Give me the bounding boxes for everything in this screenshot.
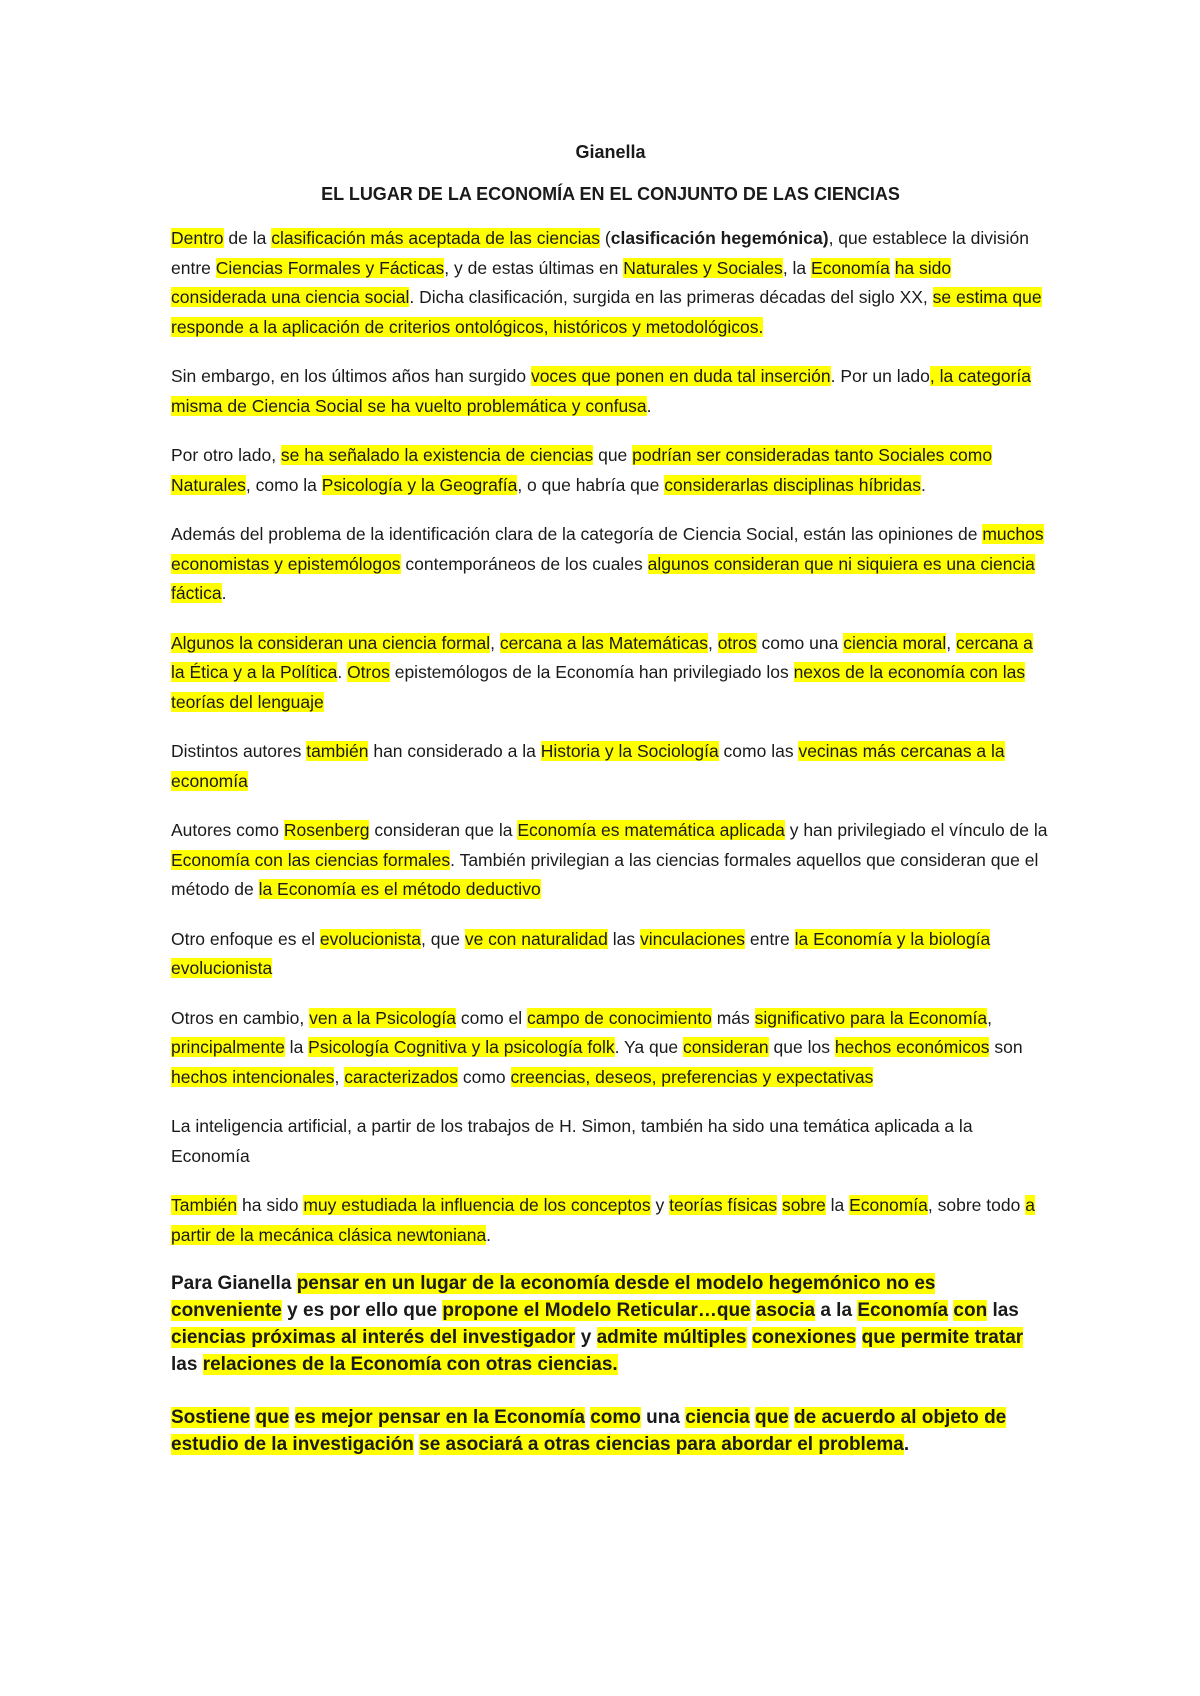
- text-run: como una: [756, 632, 844, 653]
- text-run: y han privilegiado el vínculo de la: [784, 820, 1048, 840]
- highlighted-text: ciencia: [685, 1407, 750, 1428]
- text-run: . Dicha clasificación, surgida en las primeras décadas del siglo XX,: [409, 287, 933, 307]
- text-run: ,: [946, 632, 957, 653]
- highlighted-text: Economía es matemática aplicada: [517, 820, 785, 840]
- paragraph: [171, 1404, 1050, 1458]
- text-run: ,: [707, 632, 718, 653]
- text-run: .: [903, 1434, 910, 1455]
- text-run: La inteligencia artificial, a partir de los trabajos de H. Simon, también ha sido una temática aplicada a la Economía: [171, 1116, 973, 1166]
- paragraph: [171, 1112, 1050, 1171]
- text-run: .: [337, 662, 348, 682]
- text-run: la: [284, 1037, 309, 1057]
- text-run: epistemólogos de la Economía han privilegiado los: [389, 662, 794, 682]
- highlighted-text: ve con naturalidad: [464, 928, 608, 949]
- highlighted-text: ha sido considerada una ciencia social: [171, 257, 952, 307]
- paragraph: [171, 520, 1050, 609]
- text-run: ,: [334, 1066, 345, 1087]
- highlighted-text: otros: [717, 632, 757, 653]
- highlighted-text: vecinas más cercanas a la economía: [171, 741, 1005, 791]
- highlighted-text: significativo para la Economía: [754, 1007, 988, 1028]
- highlighted-text: Dentro: [171, 228, 224, 248]
- text-run: . Por un lado: [830, 366, 930, 386]
- highlighted-text: la Economía es el método deductivo: [258, 879, 541, 899]
- highlighted-text: cercana a la Ética y a la Política: [171, 632, 1033, 682]
- paragraph: [171, 1270, 1050, 1378]
- text-run: Para Gianella: [171, 1273, 297, 1294]
- text-run: .: [486, 1224, 492, 1245]
- highlighted-text: a partir de la mecánica clásica newtoniana: [171, 1195, 1035, 1245]
- highlighted-text: considerarlas disciplinas híbridas: [664, 474, 922, 495]
- text-run: [890, 258, 895, 278]
- highlighted-text: la Economía y la biología evolucionista: [171, 928, 991, 978]
- text-run: son: [989, 1037, 1023, 1057]
- highlighted-text: Algunos la consideran una ciencia formal: [171, 632, 491, 653]
- highlighted-text: caracterizados: [344, 1066, 458, 1087]
- text-run: . Ya que: [614, 1037, 684, 1057]
- highlighted-text: hechos intencionales: [171, 1066, 335, 1087]
- paragraph: [171, 224, 1050, 342]
- highlighted-text: Ciencias Formales y Fácticas: [215, 257, 445, 278]
- text-run: como: [458, 1066, 511, 1087]
- highlighted-text: Rosenberg: [283, 820, 370, 840]
- text-run: clasificación hegemónica): [610, 228, 829, 248]
- text-run: las: [171, 1354, 203, 1375]
- highlighted-text: se asociará a otras ciencias para abordar el problema: [419, 1434, 904, 1455]
- text-run: Por otro lado,: [171, 445, 281, 465]
- highlighted-text: clasificación más aceptada de las ciencias: [271, 228, 601, 248]
- highlighted-text: Historia y la Sociología: [540, 741, 719, 761]
- highlighted-text: es mejor pensar en la Economía: [294, 1407, 585, 1428]
- text-run: Además del problema de la identificación clara de la categoría de Ciencia Social, están las opiniones de: [171, 524, 983, 544]
- text-run: Autores como: [171, 820, 284, 840]
- highlighted-text: Psicología y la Geografía: [321, 474, 518, 495]
- highlighted-text: con: [953, 1300, 988, 1321]
- paragraph: [171, 629, 1050, 718]
- highlighted-text: asocia: [755, 1300, 816, 1321]
- paragraph: [171, 737, 1050, 796]
- text-run: , sobre todo: [927, 1195, 1026, 1215]
- highlighted-text: sobre: [781, 1195, 826, 1215]
- highlighted-text: Economía: [849, 1195, 928, 1215]
- highlighted-text: cercana a las Matemáticas: [499, 632, 708, 653]
- text-run: y: [575, 1327, 597, 1348]
- highlighted-text: creencias, deseos, preferencias y expectativas: [510, 1066, 874, 1087]
- text-run: .: [646, 395, 652, 416]
- text-run: como el: [456, 1007, 528, 1028]
- text-run: una: [640, 1407, 686, 1428]
- highlighted-text: Psicología Cognitiva y la psicología folk: [308, 1037, 615, 1057]
- highlighted-text: conexiones: [751, 1327, 857, 1348]
- highlighted-text: se ha señalado la existencia de ciencias: [280, 445, 594, 465]
- text-run: más: [711, 1007, 755, 1028]
- text-run: Sin embargo, en los últimos años han surgido: [171, 366, 531, 386]
- highlighted-text: también: [306, 741, 369, 761]
- text-run: que: [593, 445, 633, 465]
- highlighted-text: ciencias próximas al interés del investigador: [171, 1327, 576, 1348]
- text-run: (: [600, 228, 611, 248]
- text-run: ,: [490, 632, 500, 653]
- text-run: Distintos autores: [171, 741, 307, 761]
- highlighted-text: Economía con las ciencias formales: [171, 849, 451, 870]
- text-run: han considerado a la: [368, 741, 541, 761]
- highlighted-text: hechos económicos: [834, 1037, 990, 1057]
- highlighted-text: Economía: [811, 257, 890, 278]
- document-body: [171, 224, 1050, 1458]
- highlighted-text: campo de conocimiento: [527, 1007, 712, 1028]
- highlighted-text: principalmente: [171, 1037, 285, 1057]
- paragraph: [171, 816, 1050, 905]
- text-run: Otro enfoque es el: [171, 928, 320, 949]
- text-run: , y de estas últimas en: [444, 257, 624, 278]
- highlighted-text: que permite tratar: [861, 1327, 1024, 1348]
- document-author: Gianella: [575, 142, 646, 162]
- text-run: que los: [768, 1037, 835, 1057]
- document-title: EL LUGAR DE LA ECONOMÍA EN EL CONJUNTO DE LAS CIENCIAS: [321, 184, 900, 204]
- highlighted-text: ciencia moral: [843, 632, 947, 653]
- text-run: de la: [223, 228, 272, 248]
- highlighted-text: que: [255, 1407, 290, 1428]
- highlighted-text: muchos economistas y epistemólogos: [171, 524, 1044, 574]
- highlighted-text: ven a la Psicología: [309, 1007, 457, 1028]
- text-run: [856, 1327, 861, 1348]
- text-run: [747, 1327, 752, 1348]
- text-run: , que establece la división entre: [171, 228, 1029, 278]
- text-run: las: [607, 928, 640, 949]
- text-run: .: [221, 583, 227, 603]
- highlighted-text: Otros: [347, 662, 390, 682]
- highlighted-text: admite múltiples: [596, 1327, 747, 1348]
- text-run: y: [650, 1195, 670, 1215]
- text-run: ha sido: [237, 1195, 304, 1215]
- highlighted-text: propone el Modelo Reticular…que: [442, 1300, 751, 1321]
- highlighted-text: algunos consideran que ni siquiera es una ciencia fáctica: [171, 553, 1035, 603]
- highlighted-text: relaciones de la Economía con otras ciencias.: [202, 1354, 618, 1375]
- highlighted-text: teorías físicas: [669, 1195, 778, 1215]
- highlighted-text: podrían ser consideradas tanto Sociales como Naturales: [171, 445, 993, 495]
- highlighted-text: nexos de la economía con las teorías del lenguaje: [171, 662, 1026, 712]
- paragraph: [171, 362, 1050, 421]
- highlighted-text: de acuerdo al objeto de estudio de la investigación: [171, 1407, 1007, 1455]
- text-run: Otros en cambio,: [171, 1007, 310, 1028]
- text-run: entre: [745, 928, 795, 949]
- text-run: la: [825, 1195, 850, 1215]
- paragraph: [171, 1191, 1050, 1250]
- text-run: las: [987, 1300, 1019, 1321]
- text-run: y es por ello que: [281, 1300, 443, 1321]
- text-run: como las: [718, 741, 799, 761]
- highlighted-text: que: [754, 1407, 789, 1428]
- text-run: , que: [421, 928, 465, 949]
- highlighted-text: También: [171, 1195, 238, 1215]
- text-run: [289, 1407, 294, 1428]
- highlighted-text: consideran: [683, 1037, 769, 1057]
- text-run: .: [921, 474, 926, 495]
- text-run: . También privilegian a las ciencias formales aquellos que consideran que el método de: [171, 849, 1039, 899]
- highlighted-text: Sostiene: [171, 1407, 251, 1428]
- text-run: , como la: [245, 474, 322, 495]
- text-run: contemporáneos de los cuales: [400, 553, 648, 574]
- text-run: ,: [987, 1007, 993, 1028]
- highlighted-text: se estima que responde a la aplicación de criterios ontológicos, históricos y metodológicos.: [171, 287, 1042, 337]
- highlighted-text: evolucionista: [319, 928, 422, 949]
- text-run: , o que habría que: [517, 474, 665, 495]
- paragraph: [171, 441, 1050, 500]
- highlighted-text: voces que ponen en duda tal inserción: [530, 366, 831, 386]
- paragraph: [171, 1004, 1050, 1093]
- highlighted-text: , la categoría misma de Ciencia Social se ha vuelto problemática y confusa: [171, 366, 1032, 416]
- highlighted-text: muy estudiada la influencia de los conceptos: [303, 1195, 651, 1215]
- text-run: , la: [782, 257, 812, 278]
- text-run: a la: [815, 1300, 858, 1321]
- highlighted-text: Naturales y Sociales: [623, 257, 783, 278]
- highlighted-text: pensar en un lugar de la economía desde el modelo hegemónico no es conveniente: [171, 1273, 936, 1321]
- highlighted-text: vinculaciones: [639, 928, 746, 949]
- highlighted-text: como: [590, 1407, 641, 1428]
- paragraph: [171, 925, 1050, 984]
- highlighted-text: Economía: [857, 1300, 949, 1321]
- text-run: consideran que la: [369, 820, 518, 840]
